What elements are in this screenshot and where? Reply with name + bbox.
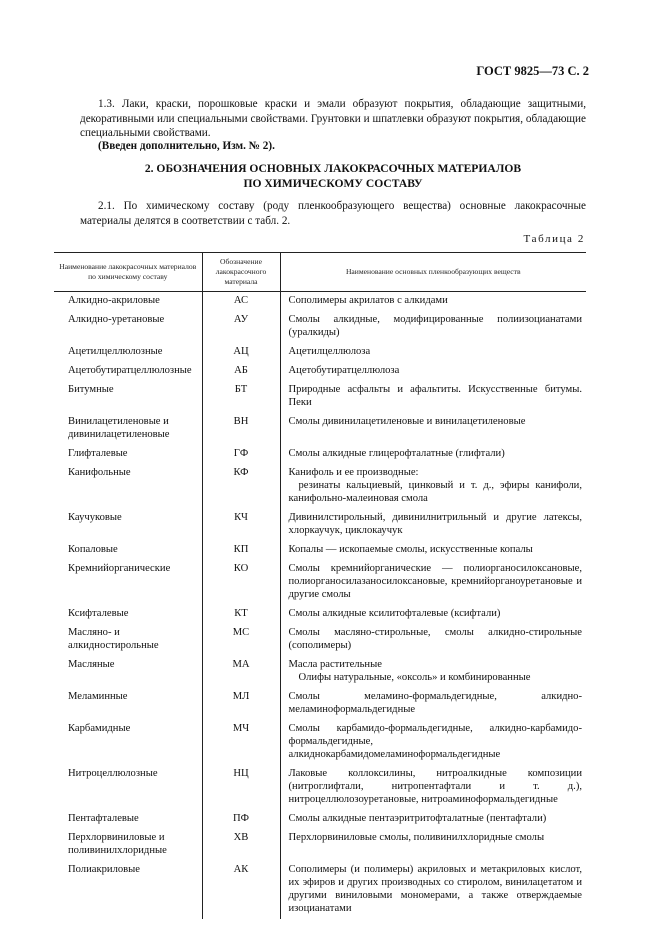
table-row	[54, 343, 586, 362]
material-name-cell: Полиакриловые	[54, 861, 202, 919]
table-row	[54, 810, 586, 829]
film-former-text: Лаковые коллоксилины, нитроалкидные композиции (нитроглифтали, нитропентафтали и т. д.), нитроцеллюлозоуретановые, нитроаминоформальдегидные	[288, 768, 582, 805]
header-film-former: Наименование основных пленкообразующих веществ	[280, 253, 586, 292]
materials-table	[54, 252, 586, 919]
header-material-code: Обозначение лакокрасочного материала	[202, 253, 280, 292]
film-former-text: Ацетилцеллюлоза	[288, 346, 371, 357]
film-former-text: Смолы меламино-формальдегидные, алкидно-меламиноформальдегидные	[288, 691, 582, 715]
material-name-cell: Масляно- и алкидностирольные	[54, 624, 202, 656]
table-row	[54, 381, 586, 413]
amendment-note: (Введен дополнительно, Изм. № 2).	[98, 140, 275, 152]
material-name-cell: Винилацетиленовые и дивинилацетиленовые	[54, 413, 202, 445]
material-name-cell: Нитроцеллюлозные	[54, 765, 202, 810]
material-name-cell: Ацетобутиратцеллюлозные	[54, 362, 202, 381]
material-name-cell: Алкидно-уретановые	[54, 311, 202, 343]
table-row	[54, 464, 586, 509]
section-2-title-line2: ПО ХИМИЧЕСКОМУ СОСТАВУ	[243, 176, 423, 190]
material-name-cell: Ксифталевые	[54, 605, 202, 624]
table-row	[54, 445, 586, 464]
material-code-cell: ХВ	[202, 829, 280, 861]
film-former-text: Смолы алкидные ксилитофталевые (ксифтали)	[288, 608, 501, 619]
table-row	[54, 541, 586, 560]
film-former-cell	[280, 343, 586, 362]
film-former-cell	[280, 720, 586, 765]
film-former-text: Дивинилстирольный, дивинилнитрильный и другие латексы, хлоркаучук, циклокаучук	[288, 512, 582, 536]
material-name-cell: Карбамидные	[54, 720, 202, 765]
table-row	[54, 720, 586, 765]
film-former-cell	[280, 688, 586, 720]
material-code-cell: КТ	[202, 605, 280, 624]
section-2-title	[80, 162, 586, 191]
material-code-cell: МЧ	[202, 720, 280, 765]
material-code-cell: АЦ	[202, 343, 280, 362]
film-former-text: Природные асфальты и афальтиты. Искусственные битумы. Пеки	[288, 384, 582, 408]
material-code-cell: МС	[202, 624, 280, 656]
film-former-cell	[280, 656, 586, 688]
material-name-cell: Канифольные	[54, 464, 202, 509]
material-code-cell: ПФ	[202, 810, 280, 829]
film-former-cell	[280, 810, 586, 829]
film-former-cell	[280, 829, 586, 861]
table-row	[54, 656, 586, 688]
film-former-cell	[280, 445, 586, 464]
film-former-cell	[280, 509, 586, 541]
material-code-cell: АС	[202, 292, 280, 312]
page-header: ГОСТ 9825—73 С. 2	[476, 64, 589, 78]
material-code-cell: КФ	[202, 464, 280, 509]
material-name-cell: Масляные	[54, 656, 202, 688]
film-former-text: Перхлорвиниловые смолы, поливинилхлоридные смолы	[288, 832, 545, 843]
material-name-cell: Меламинные	[54, 688, 202, 720]
section-2-title-line1: 2. ОБОЗНАЧЕНИЯ ОСНОВНЫХ ЛАКОКРАСОЧНЫХ МАТЕРИАЛОВ	[144, 162, 522, 175]
material-name-cell: Алкидно-акриловые	[54, 292, 202, 312]
material-code-cell: АУ	[202, 311, 280, 343]
film-former-cell	[280, 464, 586, 509]
paragraph-1-3: 1.3. Лаки, краски, порошковые краски и эмали образуют покрытия, обладающие защитными, декоративными или специальными свойствами. Грунтовки и шпатлевки образуют покрытия, обладающие специальными свойствами.	[80, 98, 586, 139]
material-name-cell: Глифталевые	[54, 445, 202, 464]
film-former-text: Сополимеры (и полимеры) акриловых и метакриловых кислот, их эфиров и других производных со стиролом, винилацетатом и другими виниловыми мономерами, а также отверждаемые изоцианатами	[288, 864, 582, 914]
material-name-cell: Пентафталевые	[54, 810, 202, 829]
film-former-subtext: Олифы натуральные, «оксоль» и комбинированные	[298, 672, 531, 683]
film-former-text: Смолы алкидные глицерофталатные (глифтали)	[288, 448, 505, 459]
film-former-cell	[280, 624, 586, 656]
table-row	[54, 605, 586, 624]
film-former-cell	[280, 765, 586, 810]
material-name-cell: Ацетилцеллюлозные	[54, 343, 202, 362]
material-name-cell: Каучуковые	[54, 509, 202, 541]
film-former-text: Смолы масляно-стирольные, смолы алкидно-стирольные (сополимеры)	[288, 627, 582, 651]
material-code-cell: КП	[202, 541, 280, 560]
film-former-text: Смолы кремнийорганические — полиорганосилоксановые, полиорганосилазаносилоксановые, кремнийорганоуретановые и другие смолы	[288, 563, 582, 600]
material-code-cell: ВН	[202, 413, 280, 445]
film-former-cell	[280, 861, 586, 919]
material-code-cell: КЧ	[202, 509, 280, 541]
material-code-cell: АК	[202, 861, 280, 919]
film-former-text: Копалы — ископаемые смолы, искусственные копалы	[288, 544, 533, 555]
film-former-text: Смолы алкидные пентаэритритофталатные (пентафтали)	[288, 813, 547, 824]
table-row	[54, 292, 586, 312]
material-name-cell: Кремнийорганические	[54, 560, 202, 605]
material-code-cell: МА	[202, 656, 280, 688]
film-former-cell	[280, 560, 586, 605]
material-code-cell: АБ	[202, 362, 280, 381]
material-name-cell: Перхлорвиниловые и поливинилхлоридные	[54, 829, 202, 861]
header-material-name: Наименование лакокрасочных материалов по химическому составу	[54, 253, 202, 292]
film-former-cell	[280, 413, 586, 445]
material-code-cell: БТ	[202, 381, 280, 413]
material-code-cell: МЛ	[202, 688, 280, 720]
material-code-cell: ГФ	[202, 445, 280, 464]
paragraph-2-1: 2.1. По химическому составу (роду пленкообразующего вещества) основные лакокрасочные материалы делятся в соответствии с табл. 2.	[80, 200, 586, 227]
table-row	[54, 765, 586, 810]
film-former-cell	[280, 541, 586, 560]
film-former-text: Смолы карбамидо-формальдегидные, алкидно-карбамидо-формальдегидные, алкиднокарбамидомеламиноформальдегидные	[288, 723, 582, 760]
table-row	[54, 861, 586, 919]
material-name-cell: Копаловые	[54, 541, 202, 560]
material-code-cell: КО	[202, 560, 280, 605]
table-header-row	[54, 253, 586, 292]
table-body	[54, 292, 586, 920]
film-former-text: Масла растительные	[288, 659, 382, 670]
table-row	[54, 624, 586, 656]
film-former-text: Канифоль и ее производные:	[288, 467, 419, 478]
table-row	[54, 362, 586, 381]
film-former-cell	[280, 381, 586, 413]
table-row	[54, 560, 586, 605]
film-former-cell	[280, 311, 586, 343]
film-former-cell	[280, 362, 586, 381]
film-former-cell	[280, 292, 586, 312]
table-row	[54, 509, 586, 541]
film-former-text: Смолы дивинилацетиленовые и винилацетиленовые	[288, 416, 526, 427]
table-label: Таблица 2	[523, 233, 585, 245]
film-former-text: Сополимеры акрилатов с алкидами	[288, 295, 448, 306]
film-former-text: Смолы алкидные, модифицированные полиизоцианатами (уралкиды)	[288, 314, 582, 338]
film-former-cell	[280, 605, 586, 624]
table-row	[54, 688, 586, 720]
table-row	[54, 829, 586, 861]
material-name-cell: Битумные	[54, 381, 202, 413]
film-former-subtext: резинаты кальциевый, цинковый и т. д., эфиры канифоли, канифольно-малеиновая смола	[288, 480, 582, 504]
material-code-cell: НЦ	[202, 765, 280, 810]
film-former-text: Ацетобутиратцеллюлоза	[288, 365, 400, 376]
table-row	[54, 413, 586, 445]
table-row	[54, 311, 586, 343]
